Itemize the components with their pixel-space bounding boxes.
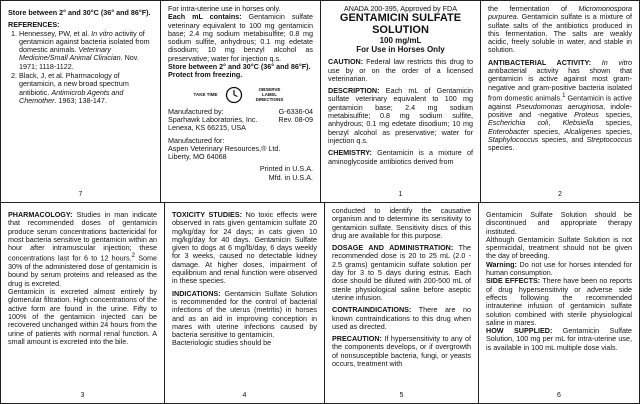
contraindications-text: CONTRAINDICATIONS: There are no known contraindications to this drug when used as directed.: [332, 305, 471, 331]
panel-2: [481, 1, 639, 202]
manufacturer-city: Lenexa, KS 66215, USA: [168, 123, 246, 133]
take-time-logo: [168, 86, 313, 104]
made-in: Mfd. in U.S.A.: [268, 172, 313, 182]
storage-text: Store between 2° and 30°C (36° and 86°F).: [8, 8, 151, 17]
references-heading: REFERENCES:: [8, 20, 60, 30]
panel-7: [1, 1, 160, 202]
storage-text: Store between 2° and 30°C (36° and 86°F).: [168, 62, 311, 72]
how-supplied-text: HOW SUPPLIED: Gentamicin Sulfate Solution, 100 mg per mL for intra-uterine use, is available in 100 mL multiple dose vials.: [486, 326, 632, 352]
distributor-name: Aspen Veterinary Resources,® Ltd.: [168, 143, 281, 153]
anada-approval: ANADA 200-395, Approved by FDA: [343, 4, 458, 13]
panel-6: [479, 203, 639, 403]
page-number: 6: [557, 391, 561, 399]
page-number: 4: [242, 391, 247, 399]
revision-date: Rev. 08-09: [278, 114, 313, 124]
reference-item: 2. Black, J, et al. Pharmacology of gentamicin, a new broad spectrum antibiotic. Antimicrob Agents and Chemother. 1963; 138-147.: [19, 72, 153, 105]
product-code: G-6336-04: [278, 106, 313, 116]
manufacturer-name: Sparhawk Laboratories, Inc.: [168, 114, 258, 124]
pharmacology-text: PHARMACOLOGY: Studies in man indicate that recommended doses of gentamicin produce serum concentrations bactericidal for most bacteria sensitive to gentamicin within an hour after intramuscular injection; these concentrations last for 6 to 12 hours.$^2$ Some 30% of the administered dose of gentamicin is bound by serum proteins and released as the drug is excreted.: [8, 210, 158, 288]
chemistry-text: CHEMISTRY: Gentamicin is a mixture of aminoglycoside antibiotics derived from: [328, 148, 473, 166]
antibacterial-text: ANTIBACTERIAL ACTIVITY: In vitro antibacterial activity has shown that gentamicin is active against most gram-negative and gram-positive bacteria isolated from domestic animals.$^1$ Gentamicin is active against Pseudomonas aeruginosa, indole-positive and -negative Proteus species, Escherichia coli, Klebsiella species, Enterobacter species, Alcaligenes species, Staphylococcus species, and Streptococcus species.: [488, 57, 633, 153]
panel-3: [1, 203, 164, 403]
panel-4: [165, 203, 324, 403]
continued-text: conducted to identify the causative organism and to determine its sensitivity to gentamicin sulfate. Sensitivity discs of this drug are available for this purpose.: [332, 206, 471, 240]
page-number: 2: [558, 190, 562, 198]
page-number: 7: [78, 190, 83, 198]
product-strength: 100 mg/mL: [379, 36, 422, 46]
manufactured-by-label: Manufactured by:: [168, 106, 224, 116]
logo-left-text: TAKE TIME: [193, 92, 218, 98]
intro-text: For intra-uterine use in horses only.: [168, 4, 281, 13]
continued-text: Gentamicin Sulfate Solution should be discontinued and appropriate therapy instituted.: [486, 210, 632, 236]
product-title: GENTAMICIN SULFATE SOLUTION: [339, 12, 462, 36]
logo-right-text: OBSERVE LABEL DIRECTIONS: [255, 87, 284, 103]
dosage-text: DOSAGE AND ADMINISTRATION: The recommended dose is 20 to 25 mL (2.0 - 2.5 grams) gentamicin sulfate solution per day for 3 to 5 days during estrus. Each dose should be diluted with 200-500 mL of sterile physiological saline before aseptic uterine infusion.: [332, 243, 471, 302]
warning-text: Warning: Do not use for horses intended for human consumption.: [486, 259, 632, 278]
indications-text: INDICATIONS: Gentamicin Sulfate Solution is recommended for the control of bacterial infections of the uterus (metritis) in horses and as an aid in improving conception in mares with uterine infections caused by bacteria sensitive to gentamicin.: [172, 288, 317, 340]
description-text: DESCRIPTION: Each mL of Gentamicin sulfate veterinary equivalent to 100 mg gentamicin base; 2.4 mg sodium metabisulfite; 0.8 mg sodium sulfite, anhydrous; 0.1 mg edetate disodium; 10 mg benzyl alcohol as preservative; water for injection q.s.: [328, 86, 473, 145]
toxicity-text: TOXICITY STUDIES: No toxic effects were observed in rats given gentamicin sulfate 20 mg/kg/day for 24 days; in cats given 10 mg/kg/day for 40 days. Gentamicin Sulfate given to dogs at 6 mg/lb/day, 6 days weekly for 3 weeks, caused no detectable kidney damage. At higher doses, impairment of equilibrium and renal function were observed in these species.: [172, 210, 317, 286]
manufactured-for-label: Manufactured for:: [168, 135, 225, 145]
reference-item: 1. Hennessey, PW, et al. In vitro activity of gentamicin against bacteria isolated from domestic animals. Veterinary Medicine/Small Animal Clinician. Nov. 1971; 1118-1122.: [19, 30, 153, 71]
excretion-text: Gentamicin is excreted almost entirely by glomerular filtration. High concentrations of the active form are found in the urine. Fifty to 100% of the gentamicin injected can be recovered unchanged within 24 hours from the urine of patients with normal renal function. A small amount is excreted into the bile.: [8, 287, 157, 346]
page-number: 1: [398, 190, 403, 198]
nonspermicidal-text: Although Gentamicin Sulfate Solution is not spermicidal, treatment should not be given the day of breeding.: [486, 234, 632, 261]
bacteriologic-text: Bacteriologic studies should be: [172, 338, 272, 348]
side-effects-text: SIDE EFFECTS: There have been no reports of drug hypersensitivity or adverse side effects following the recommended intrauterine infusion of gentamicin sulfate solution combined with sterile physiological saline in mares.: [486, 276, 632, 327]
protect-text: Protect from freezing.: [168, 70, 243, 80]
caution-text: CAUTION: Federal law restricts this drug to use by or on the order of a licensed veterinarian.: [328, 57, 473, 83]
contains-text: Each mL contains: Gentamicin sulfate veterinary equivalent to 100 mg gentamicin base; 2.4 mg sodium metabisulfite; 0.8 mg sodium sulfite, anhydrous; 0.1 mg edetate disodium; 10 mg benzyl alcohol as preservative; water for injection q.s.: [168, 12, 313, 63]
references-list: [8, 30, 153, 106]
panel-1: [321, 1, 480, 202]
clock-icon: [223, 86, 245, 104]
precaution-text: PRECAUTION: If hypersensitivity to any of the components develops, or if overgrowth of nonsusceptible bacteria, fungi, or yeasts occurs, treatment with: [332, 334, 471, 369]
printed-in: Printed in U.S.A.: [259, 164, 313, 174]
manufacturer-block: [168, 108, 313, 133]
page-number: 3: [80, 391, 85, 399]
fermentation-text: the fermentation of Micromonospora purpurea. Gentamicin sulfate is a mixture of sulfate salts of the antibiotics produced in this fermentation. The salts are weakly acidic, freely soluble in water, and stable in solution.: [488, 4, 632, 55]
page-number: 5: [399, 391, 404, 399]
panel-5: [325, 203, 478, 403]
species-use: For Use in Horses Only: [356, 45, 445, 55]
distributor-city: Liberty, MO 64068: [168, 152, 227, 162]
panel-8: [161, 1, 320, 202]
